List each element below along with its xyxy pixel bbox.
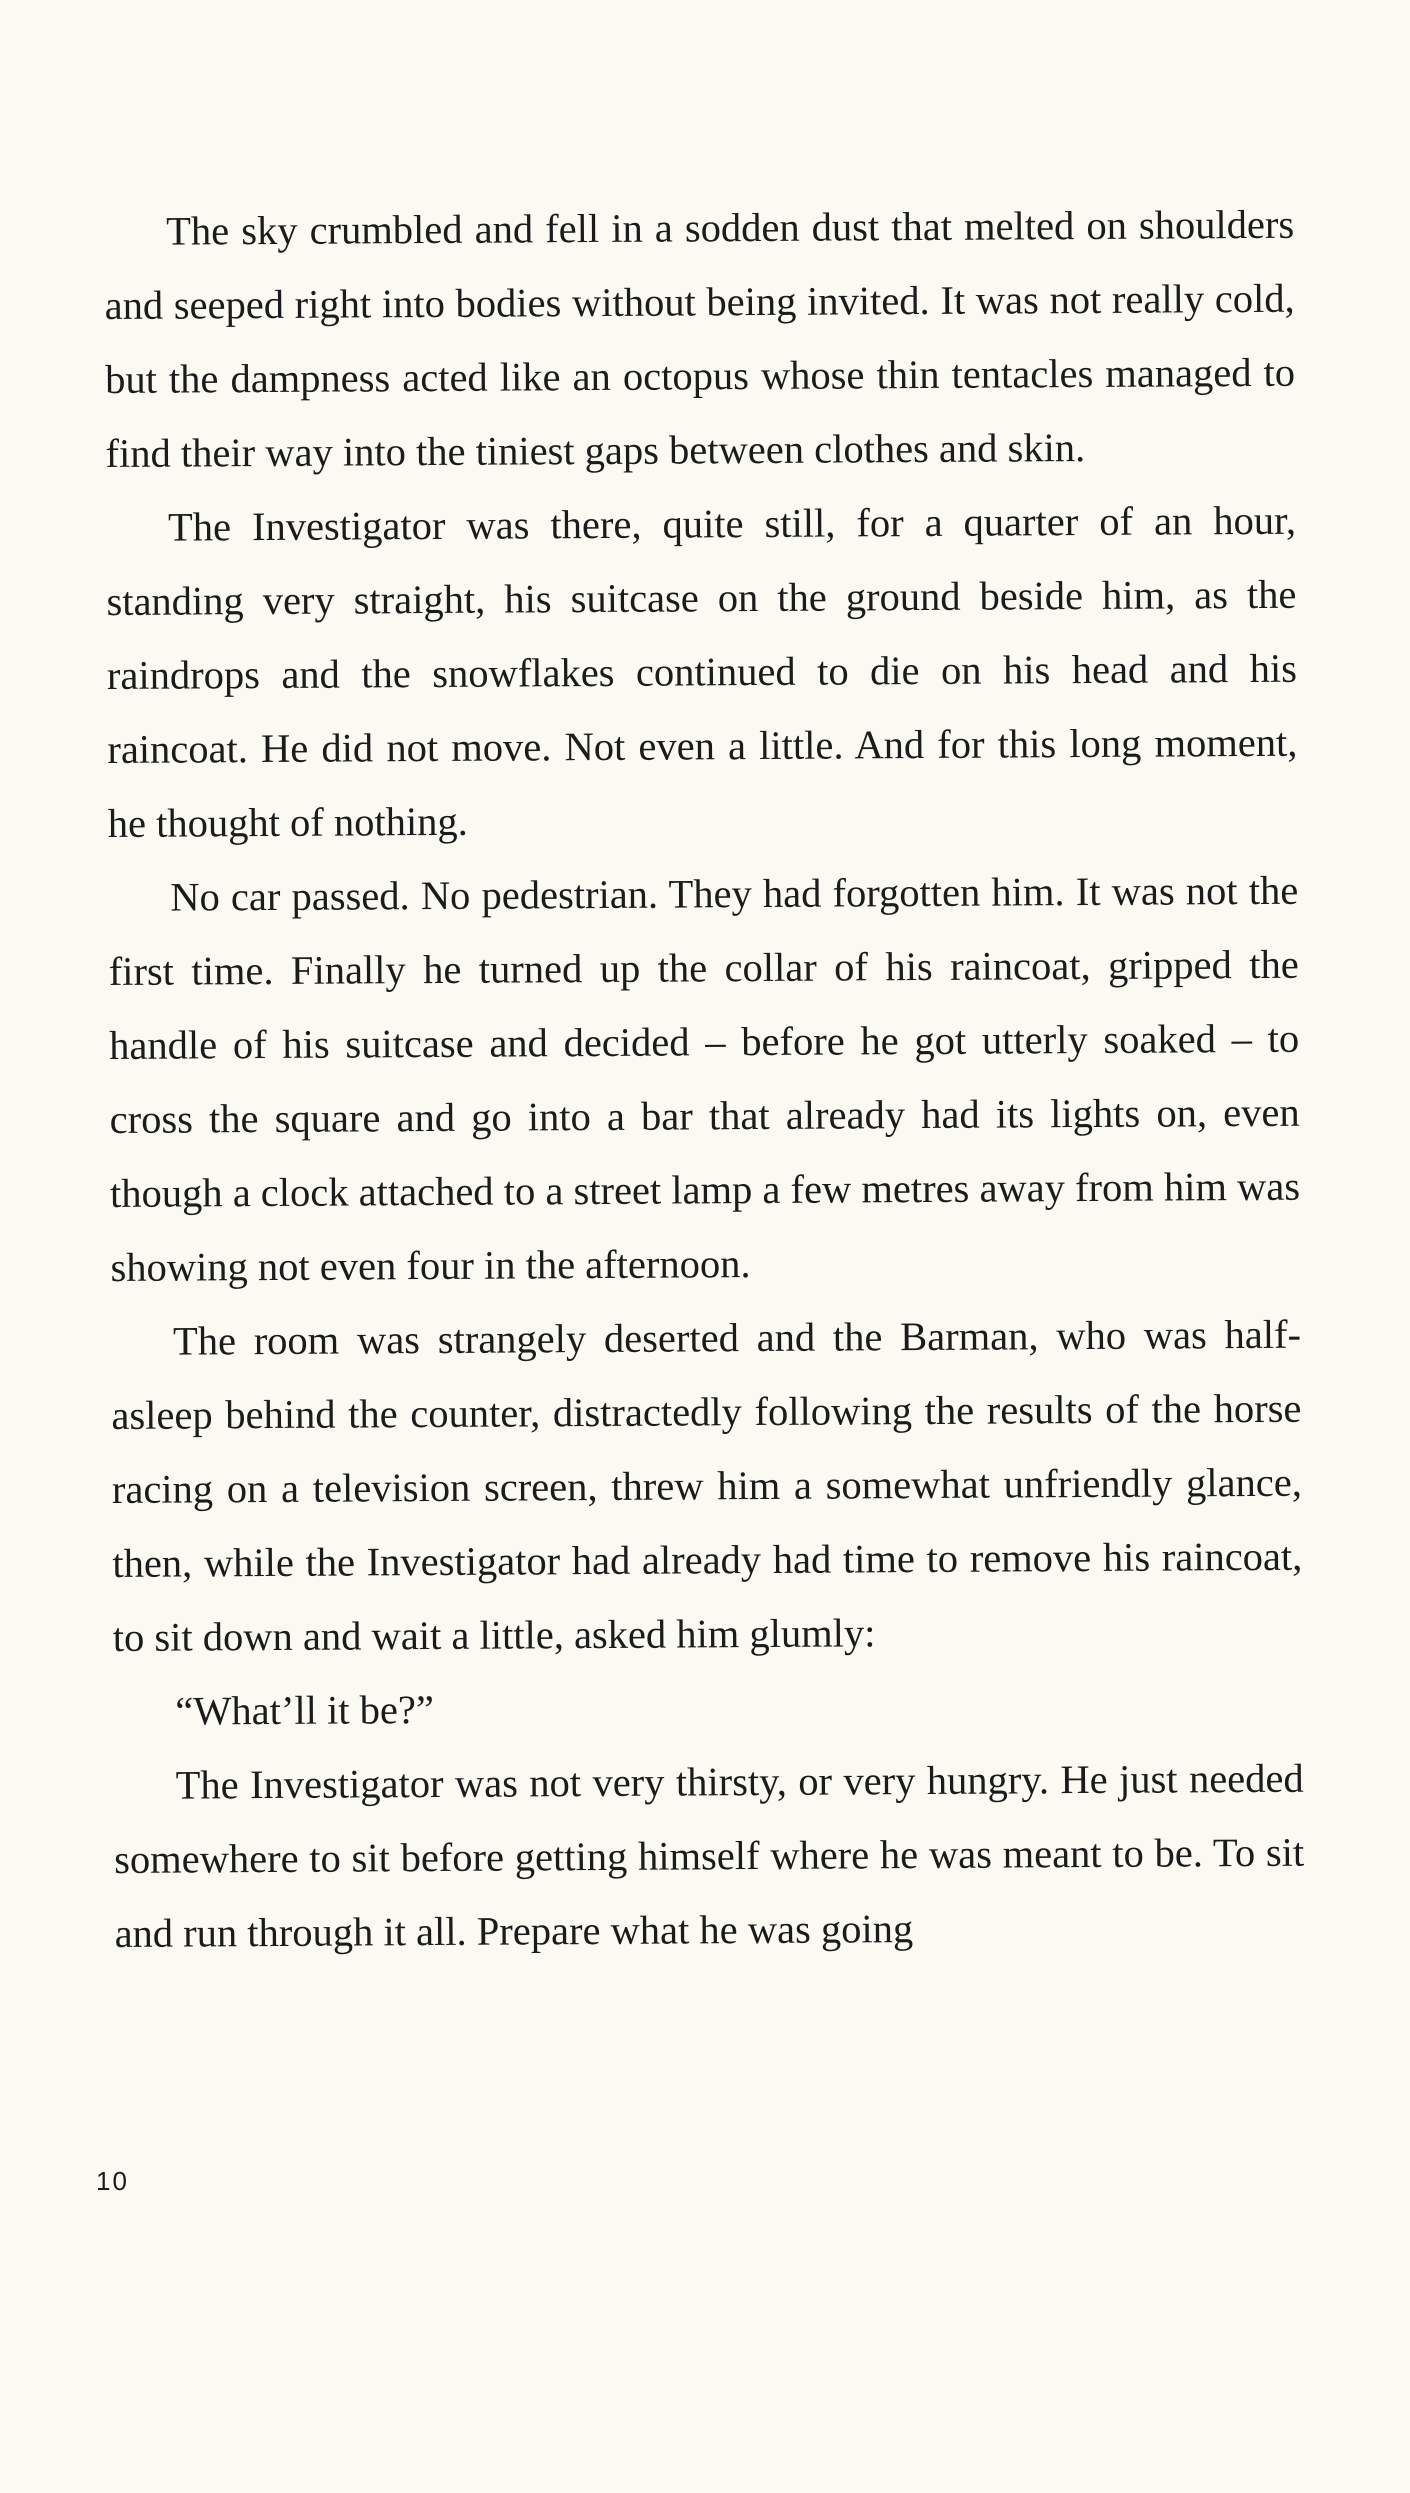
- paragraph-4: The room was strangely deserted and the Barman, who was half-asleep behind the counter, distractedly following the results of the horse racing on a television screen, threw him a somewhat unfriendly glance, then, while the Investigator had already had time to remove his raincoat, to sit down and wait a little, asked him glumly:: [111, 1311, 1303, 1660]
- paragraph-3: No car passed. No pedestrian. They had forgotten him. It was not the first time. Finally he turned up the collar of his raincoat, gripped the handle of his suitcase and decided – before he got utterly soaked – to cross the square and go into a bar that already had its lights on, even though a clock attached to a street lamp a few metres away from him was showing not even four in the afternoon.: [108, 867, 1301, 1290]
- paragraph-2: The Investigator was there, quite still, for a quarter of an hour, standing very straight, his suitcase on the ground beside him, as the raindrops and the snowflakes continued to die on his head and his raincoat. He did not move. Not even a little. And for this long moment, he thought of nothing.: [106, 497, 1298, 846]
- dialogue-line: “What’ll it be?”: [175, 1687, 435, 1734]
- paragraph-1: The sky crumbled and fell in a sodden dust that melted on shoulders and seeped right into bodies without being invited. It was not really cold, but the dampness acted like an octopus whose thin tentacles managed to find their way into the tiniest gaps between clothes and skin.: [104, 201, 1296, 476]
- page-number: 10: [96, 2166, 129, 2196]
- body-text: [104, 188, 1305, 1971]
- paragraph-6: The Investigator was not very thirsty, or very hungry. He just needed somewhere to sit before getting himself where he was meant to be. To sit and run through it all. Prepare what he was going: [114, 1755, 1305, 1956]
